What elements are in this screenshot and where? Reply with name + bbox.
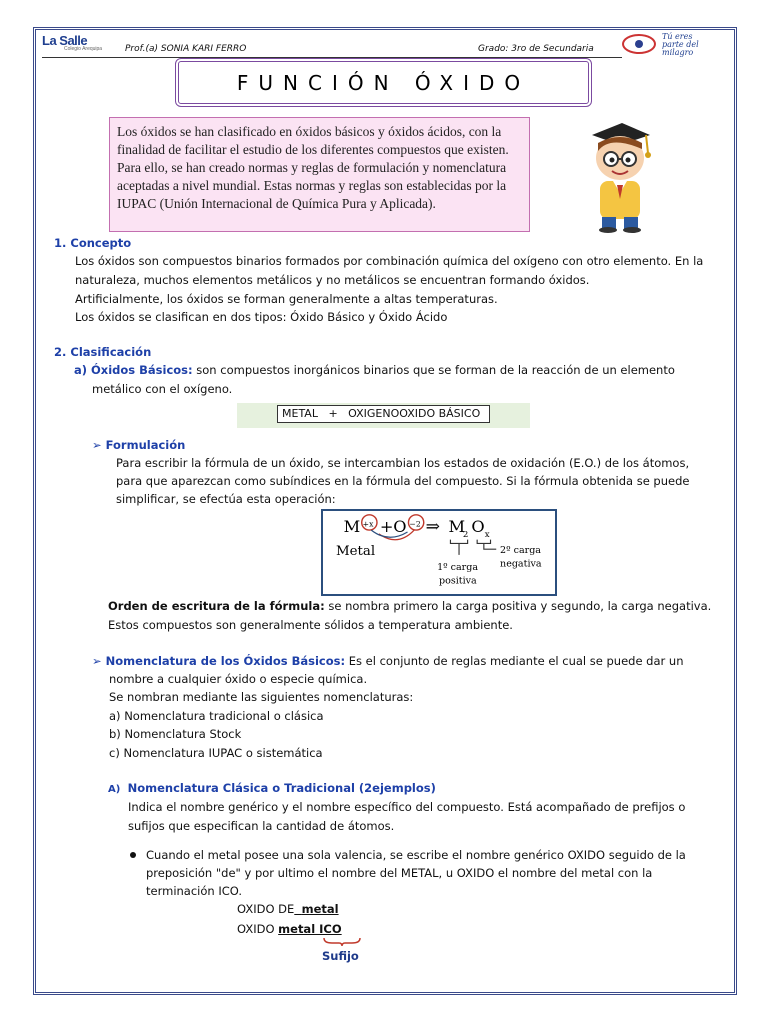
- arrow-bullet-icon: ➢: [92, 654, 102, 668]
- example-2-prefix: OXIDO: [237, 922, 279, 936]
- formula-second-charge-line-1: 2º carga: [500, 544, 541, 556]
- institution-logo: [620, 31, 710, 59]
- formula-metal-symbol: M: [343, 516, 361, 536]
- formulacion-line-3: simplificar, se efectúa esta operación:: [116, 492, 336, 506]
- intro-box: Los óxidos se han clasificado en óxidos básicos y óxidos ácidos, con la finalidad de facilitar el estudio de los diferentes compuestos que existen. Para ello, se han creado normas y reglas de formulación y nomenclatura aceptadas a nivel mundial. Estas normas y reglas son establecidas por la IUPAC (Unión Internacional de Química Pura y Aplicada).: [109, 117, 530, 232]
- suffix-brace-icon: [322, 936, 362, 946]
- concepto-line-3: Artificialmente, los óxidos se forman generalmente a altas temperaturas.: [75, 292, 498, 306]
- formula-oxygen-symbol: O: [393, 516, 407, 536]
- nomenclatura-text-1: Es el conjunto de reglas mediante el cual se puede dar un: [345, 654, 684, 668]
- nomenclatura-line-3: Se nombran mediante las siguientes nomenclaturas:: [109, 690, 414, 704]
- formula-first-charge-line-1: 1º carga: [437, 562, 479, 574]
- formula-charge-positive: +x: [362, 519, 374, 529]
- nomenclatura-item-c: c) Nomenclatura IUPAC o sistemática: [109, 746, 323, 760]
- logo-motto: Tú eres parte del milagro: [662, 32, 699, 57]
- oxidos-basicos-text: son compuestos inorgánicos binarios que se forman de la reacción de un elemento: [192, 363, 675, 377]
- orden-escritura-line-2: Estos compuestos son generalmente sólidos a temperatura ambiente.: [108, 618, 513, 632]
- clasica-heading: Nomenclatura Clásica o Tradicional (2ejemplos): [127, 781, 436, 795]
- concepto-line-2: naturaleza, muchos elementos metálicos y no metálicos se encuentran formando óxidos.: [75, 273, 590, 287]
- clasica-bullet-line-3: terminación ICO.: [146, 884, 243, 898]
- oxidos-basicos-line-1: [74, 361, 675, 379]
- orden-escritura-label: Orden de escritura de la fórmula:: [108, 599, 325, 613]
- formula-yields-arrow: ⇒: [425, 516, 441, 537]
- arrow-bullet-icon: ➢: [92, 438, 102, 452]
- equation-box: METAL + OXIGENOOXIDO BÁSICO: [277, 405, 490, 423]
- formulacion-heading-row: [92, 436, 185, 454]
- concepto-line-4: Los óxidos se clasifican en dos tipos: Óxido Básico y Óxido Ácido: [75, 310, 448, 324]
- clasica-letter: A): [108, 784, 121, 795]
- nomenclatura-line-1: [92, 652, 684, 670]
- clasica-line-1: Indica el nombre genérico y el nombre específico del compuesto. Está acompañado de prefijos o: [128, 800, 686, 814]
- formula-second-charge-line-2: negativa: [500, 558, 542, 570]
- grade-label: Grado: 3ro de Secundaria: [478, 44, 594, 54]
- school-logo-text: La Salle: [42, 33, 88, 48]
- clasica-bullet-line-2: preposición "de" y por ultimo el nombre del METAL, u OXIDO el nombre del metal con la: [146, 866, 653, 880]
- formula-metal-label: Metal: [335, 543, 376, 559]
- formulacion-line-2: para que aparezcan como subíndices en la fórmula del compuesto. Si la fórmula obtenida se puede: [116, 474, 690, 488]
- teacher-name: Prof.(a) SONIA KARI FERRO: [125, 44, 247, 54]
- page-title: FUNCIÓN ÓXIDO: [236, 70, 531, 95]
- student-graduate-illustration: [570, 113, 654, 233]
- oxidos-basicos-label: a) Óxidos Básicos:: [74, 363, 193, 377]
- section-concepto-heading: 1. Concepto: [54, 236, 132, 250]
- example-1: [237, 900, 339, 918]
- school-logo-subtitle: Colegio Arequipa: [64, 46, 103, 52]
- clasica-line-2: sufijos que especifican la cantidad de átomos.: [128, 819, 395, 833]
- orden-escritura-text: se nombra primero la carga positiva y segundo, la carga negativa.: [324, 599, 712, 613]
- orden-escritura-line-1: [108, 597, 711, 615]
- formula-first-charge-line-2: positiva: [439, 575, 477, 587]
- formula-product-oxygen: O: [471, 516, 485, 536]
- bullet-dot-icon: [130, 852, 136, 858]
- sufijo-label: Sufijo: [322, 949, 359, 963]
- nomenclatura-item-b: b) Nomenclatura Stock: [109, 727, 242, 741]
- section-clasificacion-heading: 2. Clasificación: [54, 345, 152, 359]
- school-logo: [42, 31, 112, 57]
- clasica-heading-row: [108, 779, 436, 799]
- formula-product-metal: M: [448, 516, 466, 536]
- example-1-prefix: OXIDO DE: [237, 902, 295, 916]
- formula-plus: +: [379, 516, 394, 536]
- nomenclatura-heading: Nomenclatura de los Óxidos Básicos:: [105, 654, 346, 668]
- formulacion-heading: Formulación: [105, 438, 186, 452]
- formula-charge-negative: −2: [409, 519, 421, 529]
- clasica-bullet-line-1: Cuando el metal posee una sola valencia, se escribe el nombre genérico OXIDO seguido de la: [146, 848, 686, 862]
- formula-subscript-2: 2: [462, 529, 469, 540]
- oxidos-basicos-line-2: metálico con el oxígeno.: [92, 382, 233, 396]
- formula-subscript-x: x: [484, 529, 490, 540]
- example-1-metal: metal: [301, 902, 339, 916]
- eye-icon: [622, 34, 656, 54]
- page-title-box: [175, 58, 592, 107]
- nomenclatura-line-2: nombre a cualquier óxido o especie química.: [109, 672, 368, 686]
- formulacion-line-1: Para escribir la fórmula de un óxido, se intercambian los estados de oxidación (E.O.) de los átomos,: [116, 456, 690, 470]
- concepto-line-1: Los óxidos son compuestos binarios formados por combinación química del oxígeno con otro elemento. En la: [75, 254, 704, 268]
- oxide-formula-diagram: [321, 509, 557, 596]
- nomenclatura-item-a: a) Nomenclatura tradicional o clásica: [109, 709, 324, 723]
- example-2-metal-ico: metal ICO: [278, 922, 342, 936]
